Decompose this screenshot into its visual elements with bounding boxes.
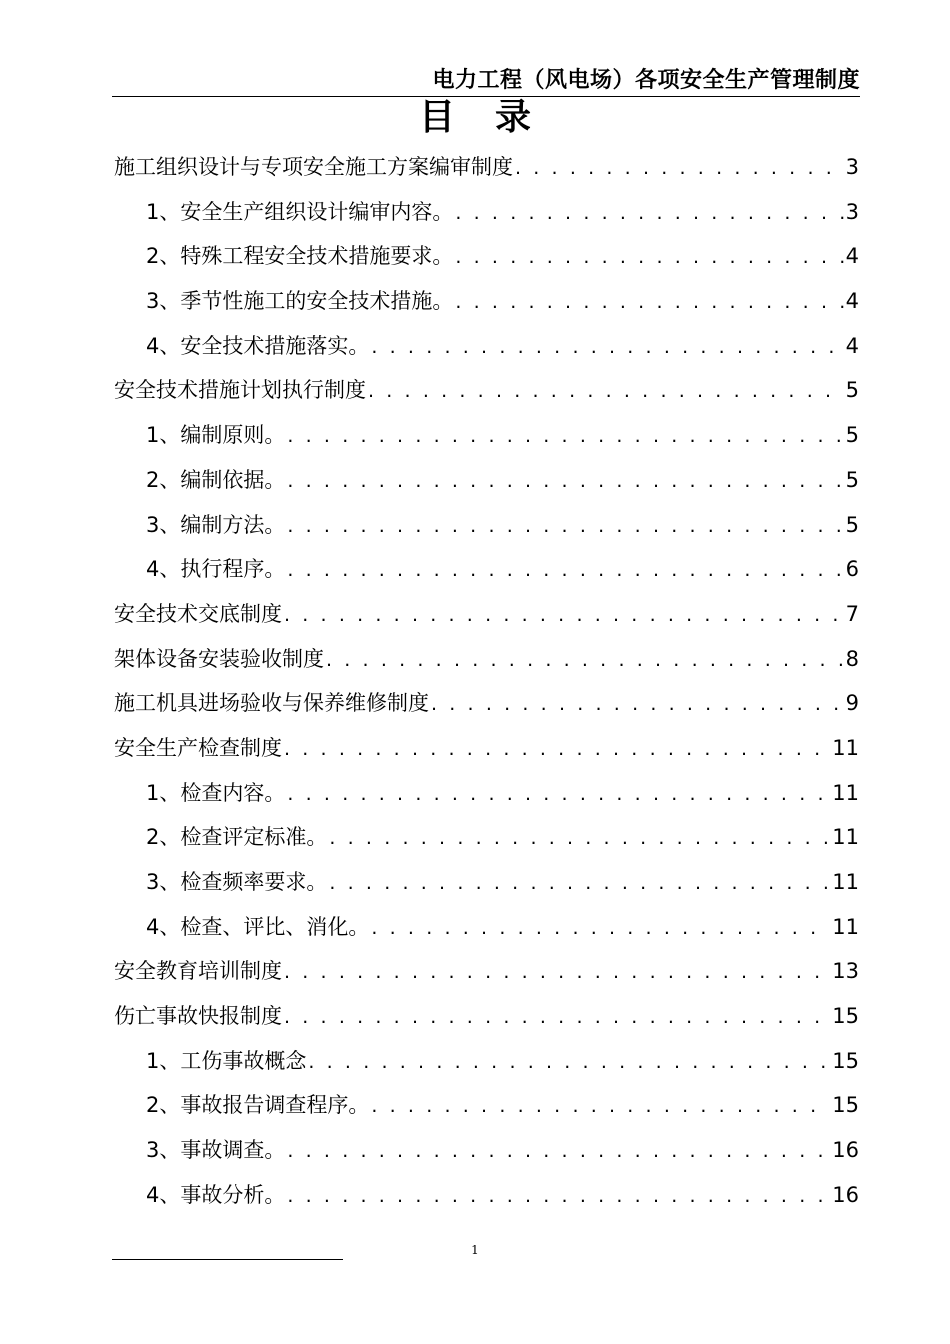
toc-dot-leader (284, 593, 844, 638)
toc-entry[interactable] (114, 503, 859, 548)
toc-entry[interactable] (114, 547, 859, 592)
toc-entry-title: 3、检查频率要求。 (146, 870, 328, 894)
toc-entry-page: 16 (832, 1138, 859, 1163)
toc-entry-title: 架体设备安装验收制度 (114, 646, 324, 671)
toc-entry-title: 施工机具进场验收与保养维修制度 (114, 691, 429, 716)
page-number: 1 (471, 1243, 479, 1257)
toc-entry-page: 15 (832, 1004, 859, 1029)
toc-entry-page: 4 (845, 289, 859, 314)
toc-entry-title: 3、事故调查。 (146, 1138, 286, 1163)
toc-entry-title: 2、事故报告调查程序。 (146, 1093, 370, 1118)
toc-dot-leader (287, 414, 843, 459)
toc-dot-leader (287, 548, 843, 593)
toc-entry-page: 11 (832, 870, 859, 894)
toc-entry-title: 安全教育培训制度 (114, 959, 282, 984)
toc-dot-leader (368, 369, 844, 414)
toc-entry-page: 5 (845, 423, 859, 448)
toc-entry-title: 2、检查评定标准。 (146, 825, 328, 850)
running-header (112, 66, 860, 97)
toc-dot-leader (455, 191, 843, 236)
toc-dot-leader (284, 727, 830, 772)
toc-dot-leader (515, 146, 844, 191)
toc-dot-leader (326, 638, 844, 683)
toc-entry[interactable] (114, 905, 859, 950)
toc-entry-page: 8 (845, 646, 859, 671)
toc-entry[interactable] (114, 815, 859, 860)
toc-entry-page: 15 (832, 1048, 859, 1073)
toc-entry-page: 6 (845, 557, 859, 582)
toc-entry-title: 1、安全生产组织设计编审内容。 (146, 199, 454, 224)
toc-entry-page: 11 (832, 780, 859, 805)
toc-entry[interactable] (114, 458, 859, 503)
toc-entry[interactable] (114, 681, 859, 726)
toc-dot-leader (287, 1129, 830, 1174)
toc-entry-page: 11 (832, 914, 859, 939)
toc-entry[interactable] (114, 592, 859, 637)
toc-entry[interactable] (114, 994, 859, 1039)
toc-entry-title: 伤亡事故快报制度 (114, 1004, 282, 1029)
toc-entry-page: 16 (832, 1182, 859, 1207)
toc-dot-leader (455, 280, 843, 325)
toc-dot-leader (284, 950, 830, 995)
toc-entry-title: 施工组织设计与专项安全施工方案编审制度 (114, 155, 513, 179)
toc-dot-leader (284, 995, 830, 1040)
toc-entry[interactable] (114, 1083, 859, 1128)
toc-dot-leader (287, 504, 843, 549)
toc-entry-page: 4 (845, 244, 859, 269)
toc-entry-page: 11 (832, 735, 859, 760)
toc-entry-title: 安全技术交底制度 (114, 601, 282, 626)
toc-entry[interactable] (114, 726, 859, 771)
toc-entry[interactable] (114, 1039, 859, 1084)
toc-dot-leader (287, 772, 830, 817)
toc-entry-title: 4、检查、评比、消化。 (146, 914, 370, 939)
toc-entry-page: 7 (845, 601, 859, 626)
toc-dot-leader (329, 861, 830, 906)
toc-entry-title: 4、安全技术措施落实。 (146, 333, 370, 358)
toc-dot-leader (431, 682, 844, 727)
toc-dot-leader (287, 459, 843, 504)
toc-entry-page: 5 (845, 512, 859, 537)
document-title: 电力工程（风电场）各项安全生产管理制度 (432, 68, 860, 93)
toc-entry-title: 2、特殊工程安全技术措施要求。 (146, 244, 454, 269)
toc-dot-leader (308, 1040, 830, 1085)
toc-entry[interactable] (114, 368, 859, 413)
toc-entry-title: 3、季节性施工的安全技术措施。 (146, 289, 454, 314)
toc-dot-leader (329, 816, 830, 861)
toc-entry-page: 11 (832, 825, 859, 850)
footnote-separator (112, 1259, 343, 1260)
toc-entry-title: 3、编制方法。 (146, 512, 286, 537)
toc-dot-leader (371, 1084, 830, 1129)
toc-entry-page: 13 (832, 959, 859, 984)
toc-entry-title: 1、编制原则。 (146, 423, 286, 448)
toc-entry[interactable] (114, 1128, 859, 1173)
toc-entry-page: 3 (845, 199, 859, 224)
toc-entry-page: 3 (845, 155, 859, 179)
toc-entry[interactable] (114, 1173, 859, 1218)
toc-entry-page: 5 (845, 467, 859, 492)
toc-entry[interactable] (114, 771, 859, 816)
toc-entry[interactable] (114, 279, 859, 324)
toc-entry-title: 1、工伤事故概念 (146, 1048, 307, 1073)
toc-heading: 目录 (418, 97, 571, 138)
toc-entry[interactable] (114, 637, 859, 682)
toc-dot-leader (371, 325, 843, 370)
toc-entry[interactable] (114, 413, 859, 458)
toc-dot-leader (455, 235, 843, 280)
toc-entry-title: 1、检查内容。 (146, 780, 286, 805)
toc-entry[interactable] (114, 860, 859, 905)
table-of-contents (114, 145, 859, 1218)
toc-entry-page: 15 (832, 1093, 859, 1118)
toc-entry[interactable] (114, 324, 859, 369)
toc-entry-page: 9 (845, 691, 859, 716)
toc-entry-page: 5 (845, 378, 859, 403)
toc-entry-title: 安全技术措施计划执行制度 (114, 378, 366, 403)
toc-entry[interactable] (114, 234, 859, 279)
toc-entry[interactable] (114, 949, 859, 994)
toc-dot-leader (287, 1174, 830, 1219)
toc-dot-leader (371, 906, 830, 951)
toc-entry[interactable] (114, 145, 859, 190)
toc-entry-title: 安全生产检查制度 (114, 735, 282, 760)
toc-entry-title: 2、编制依据。 (146, 467, 286, 492)
toc-entry-title: 4、执行程序。 (146, 557, 286, 582)
toc-entry-page: 4 (845, 333, 859, 358)
toc-entry-title: 4、事故分析。 (146, 1182, 286, 1207)
toc-entry[interactable] (114, 190, 859, 235)
